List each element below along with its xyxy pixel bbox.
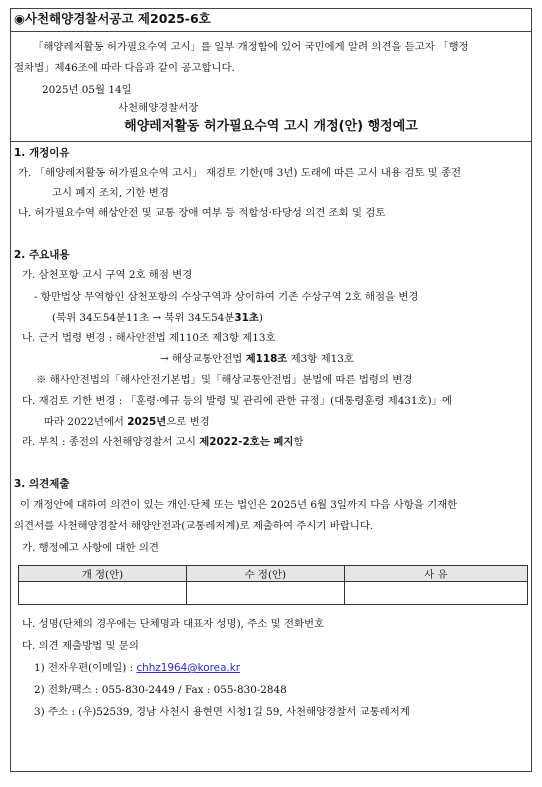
addendum-highlight: 제2022-2호는 폐지 [199,436,294,448]
title-divider [10,141,532,142]
coordinate-close: ) [258,312,263,324]
section-2-note: ※ 해사안전법의「해사안전기본법」및「해상교통안전법」분법에 따른 법령의 변경 [36,374,413,386]
new-law-text: → 해상교통안전법 [160,353,246,365]
section-1-item-b: 나. 허가필요수역 해상안전 및 교통 장애 여부 등 적합성·타당성 의견 조회 및 검토 [18,207,386,219]
new-law-clause: 제3항 제13호 [287,353,354,365]
header-divider [10,31,532,32]
section-1-item-a-line-1: 가. 「해양레저활동 허가필요수역 고시」 재검토 기한(매 3년) 도래에 따른 고시 내용 검토 및 종전 [18,167,462,179]
section-1-heading: 1. 개정이유 [14,147,70,159]
issuer: 사천해양경찰서장 [118,102,199,114]
coordinate-highlight: 31초 [234,312,259,324]
email-label: 1) 전자우편(이메일) : [34,662,137,674]
new-law-article: 제118조 [245,353,288,365]
opinion-table-row [19,582,528,605]
reason-cell[interactable] [344,582,527,605]
email-link[interactable]: chhz1964@korea.kr [136,662,241,674]
column-header-revision: 수 정(안) [186,566,344,582]
page-title: 해양레저활동 허가필요수역 고시 개정(안) 행정예고 [124,119,418,134]
review-year: 2025년 [127,416,167,428]
section-3-heading: 3. 의견제출 [14,478,70,490]
review-suffix: 으로 변경 [166,416,210,428]
section-1-item-a-line-2: 고시 폐지 조치, 기한 변경 [52,187,169,199]
addendum-text: 라. 부칙 : 종전의 사천해양경찰서 고시 [22,436,200,448]
notice-date: 2025년 05월 14일 [42,84,132,96]
notice-number: ◉사천해양경찰서공고 제2025-6호 [14,11,211,26]
section-3-item-b: 나. 성명(단체의 경우에는 단체명과 대표자 성명), 주소 및 전화번호 [22,618,325,630]
section-2-item-c-line-1: 다. 재검토 기한 변경 : 「훈령·예규 등의 발령 및 관리에 관한 규정」(대통령훈령 제431호)」에 [22,395,453,407]
revision-cell[interactable] [186,582,344,605]
section-2-item-a-detail: - 항만법상 무역항인 삼천포항의 수상구역과 상이하여 기존 수상구역 2호 해점을 변경 [34,291,419,303]
review-text: 따라 2022년에서 [44,416,128,428]
column-header-amendment: 개 정(안) [19,566,187,582]
intro-line-1: 「해양레저활동 허가필요수역 고시」를 일부 개정함에 있어 국민에게 알려 의견을 듣고자 「행정 [33,41,469,53]
section-2-item-b-new-law [160,352,354,366]
section-3-item-a: 가. 행정예고 사항에 대한 의견 [22,542,159,554]
coordinate-text: (북위 34도54분11초 → 북위 34도54분 [52,312,235,324]
section-2-item-a: 가. 삼천포항 고시 구역 2호 해점 변경 [22,269,193,281]
section-3-para-1: 이 개정안에 대하여 의견이 있는 개인·단체 또는 법인은 2025년 6월 3일까지 다음 사항을 기재한 [20,499,458,511]
opinion-table-header-row [19,566,528,582]
section-2-item-d [22,435,304,449]
contact-phone-fax: 2) 전화/팩스 : 055-830-2449 / Fax : 055-830-2848 [34,684,287,696]
opinion-table [18,565,528,605]
section-2-heading: 2. 주요내용 [14,249,70,261]
section-3-item-c: 다. 의견 제출방법 및 문의 [22,640,139,652]
section-2-item-c-line-2 [44,415,210,429]
intro-line-2: 절차법」제46조에 따라 다음과 같이 공고합니다. [14,62,235,74]
amendment-cell[interactable] [19,582,187,605]
contact-email [34,661,240,675]
section-2-item-a-coordinates [52,311,263,325]
section-3-para-2: 의견서를 사천해양경찰서 해양안전과(교통레저계)로 제출하여 주시기 바랍니다. [14,520,374,532]
section-2-item-b: 나. 근거 법령 변경 : 해사안전법 제110조 제3항 제13호 [22,332,276,344]
column-header-reason: 사 유 [344,566,527,582]
contact-address: 3) 주소 : (우)52539, 경남 사천시 용현면 시청1길 59, 사천해양경찰서 교통레저계 [34,706,410,718]
addendum-suffix: 함 [293,436,304,448]
